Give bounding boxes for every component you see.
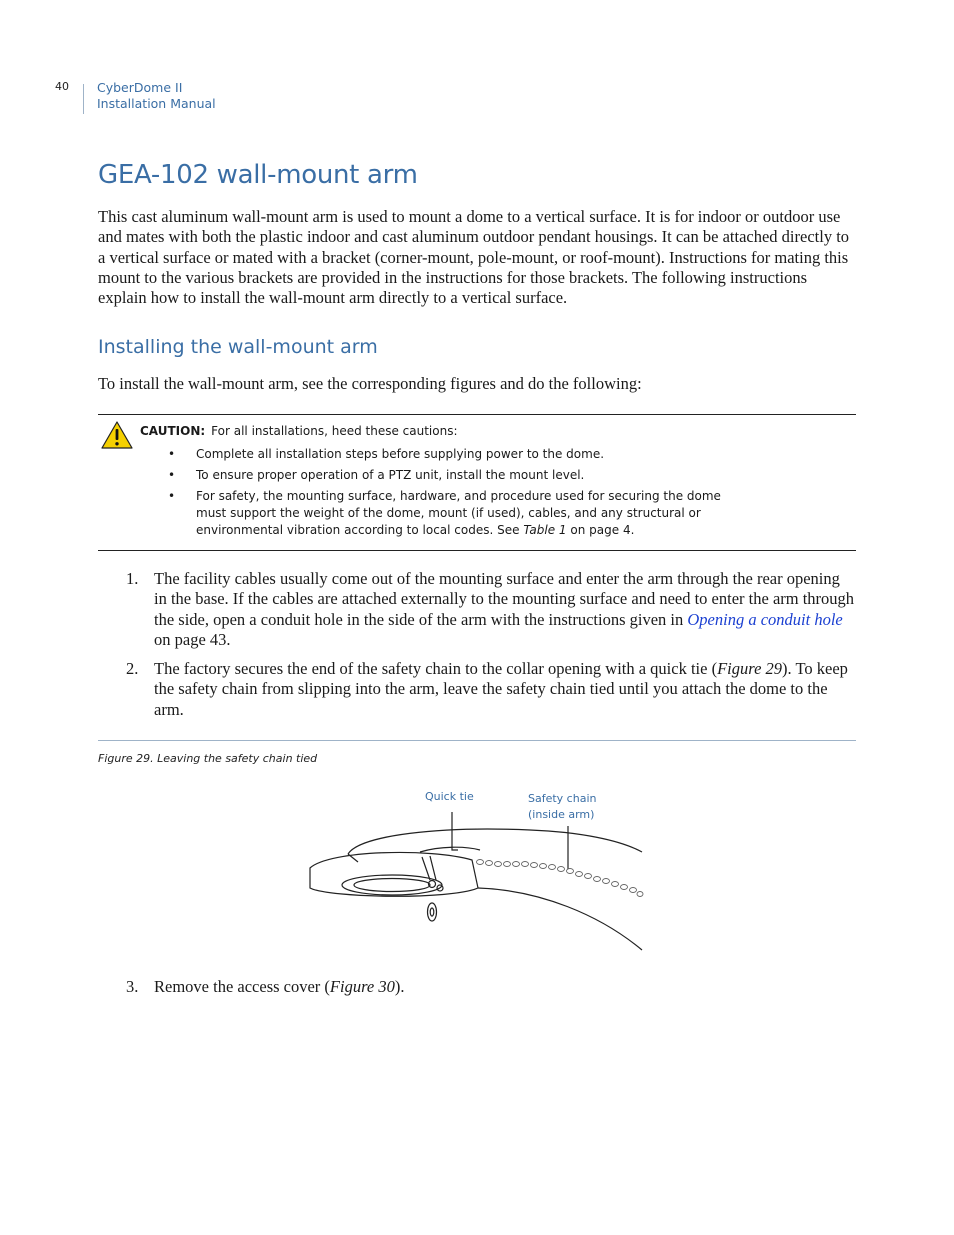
header-divider bbox=[83, 84, 84, 114]
wall-mount-arm-illustration bbox=[300, 790, 650, 955]
header-manual: Installation Manual bbox=[97, 96, 216, 111]
header-product: CyberDome II bbox=[97, 80, 183, 95]
page-number: 40 bbox=[55, 80, 69, 93]
header-title bbox=[97, 80, 216, 112]
intro-paragraph: This cast aluminum wall-mount arm is used to mount a dome to a vertical surface. It is for indoor or outdoor use and mates with both the plastic indoor and cast aluminum outdoor pendant housings. It can be attached directly to a vertical surface or mated with a bracket (corner-mount, pole-mount, or roof-mount). Instructions for mating this mount to the various brackets are provided in the instructions for those brackets. The following instructions explain how to install the wall-mount arm directly to a vertical surface. bbox=[98, 207, 850, 308]
figure-reference: Figure 30 bbox=[329, 977, 395, 996]
table-reference: Table 1 bbox=[523, 523, 567, 537]
warning-icon bbox=[101, 421, 133, 449]
section-title: Installing the wall-mount arm bbox=[98, 336, 378, 358]
caution-bullet: • Complete all installation steps before supplying power to the dome. bbox=[168, 447, 605, 461]
caution-text: For all installations, heed these cautions: bbox=[211, 424, 458, 438]
caution-bullet: • For safety, the mounting surface, hardware, and procedure used for securing the dome must support the weight of the dome, mount (if used), cables, and any structural or environmental vibration according to local codes. See Table 1 on page 4. bbox=[168, 489, 721, 537]
figure-caption: Figure 29. Leaving the safety chain tied bbox=[98, 752, 318, 765]
safety-chain-label: Safety chain (inside arm) bbox=[528, 792, 597, 821]
caution-bullet: • To ensure proper operation of a PTZ unit, install the mount level. bbox=[168, 468, 585, 482]
caution-bottom-rule bbox=[98, 550, 856, 551]
section-intro: To install the wall-mount arm, see the corresponding figures and do the following: bbox=[98, 374, 642, 393]
conduit-hole-link[interactable]: Opening a conduit hole bbox=[687, 609, 843, 629]
caution-top-rule bbox=[98, 414, 856, 415]
caution-heading bbox=[140, 424, 458, 438]
figure-reference: Figure 29 bbox=[717, 659, 783, 678]
caution-label: CAUTION: bbox=[140, 424, 206, 438]
caution-list bbox=[168, 446, 768, 543]
figure-divider bbox=[98, 740, 856, 741]
quick-tie-label: Quick tie bbox=[425, 790, 474, 803]
page-title: GEA-102 wall-mount arm bbox=[98, 160, 418, 190]
